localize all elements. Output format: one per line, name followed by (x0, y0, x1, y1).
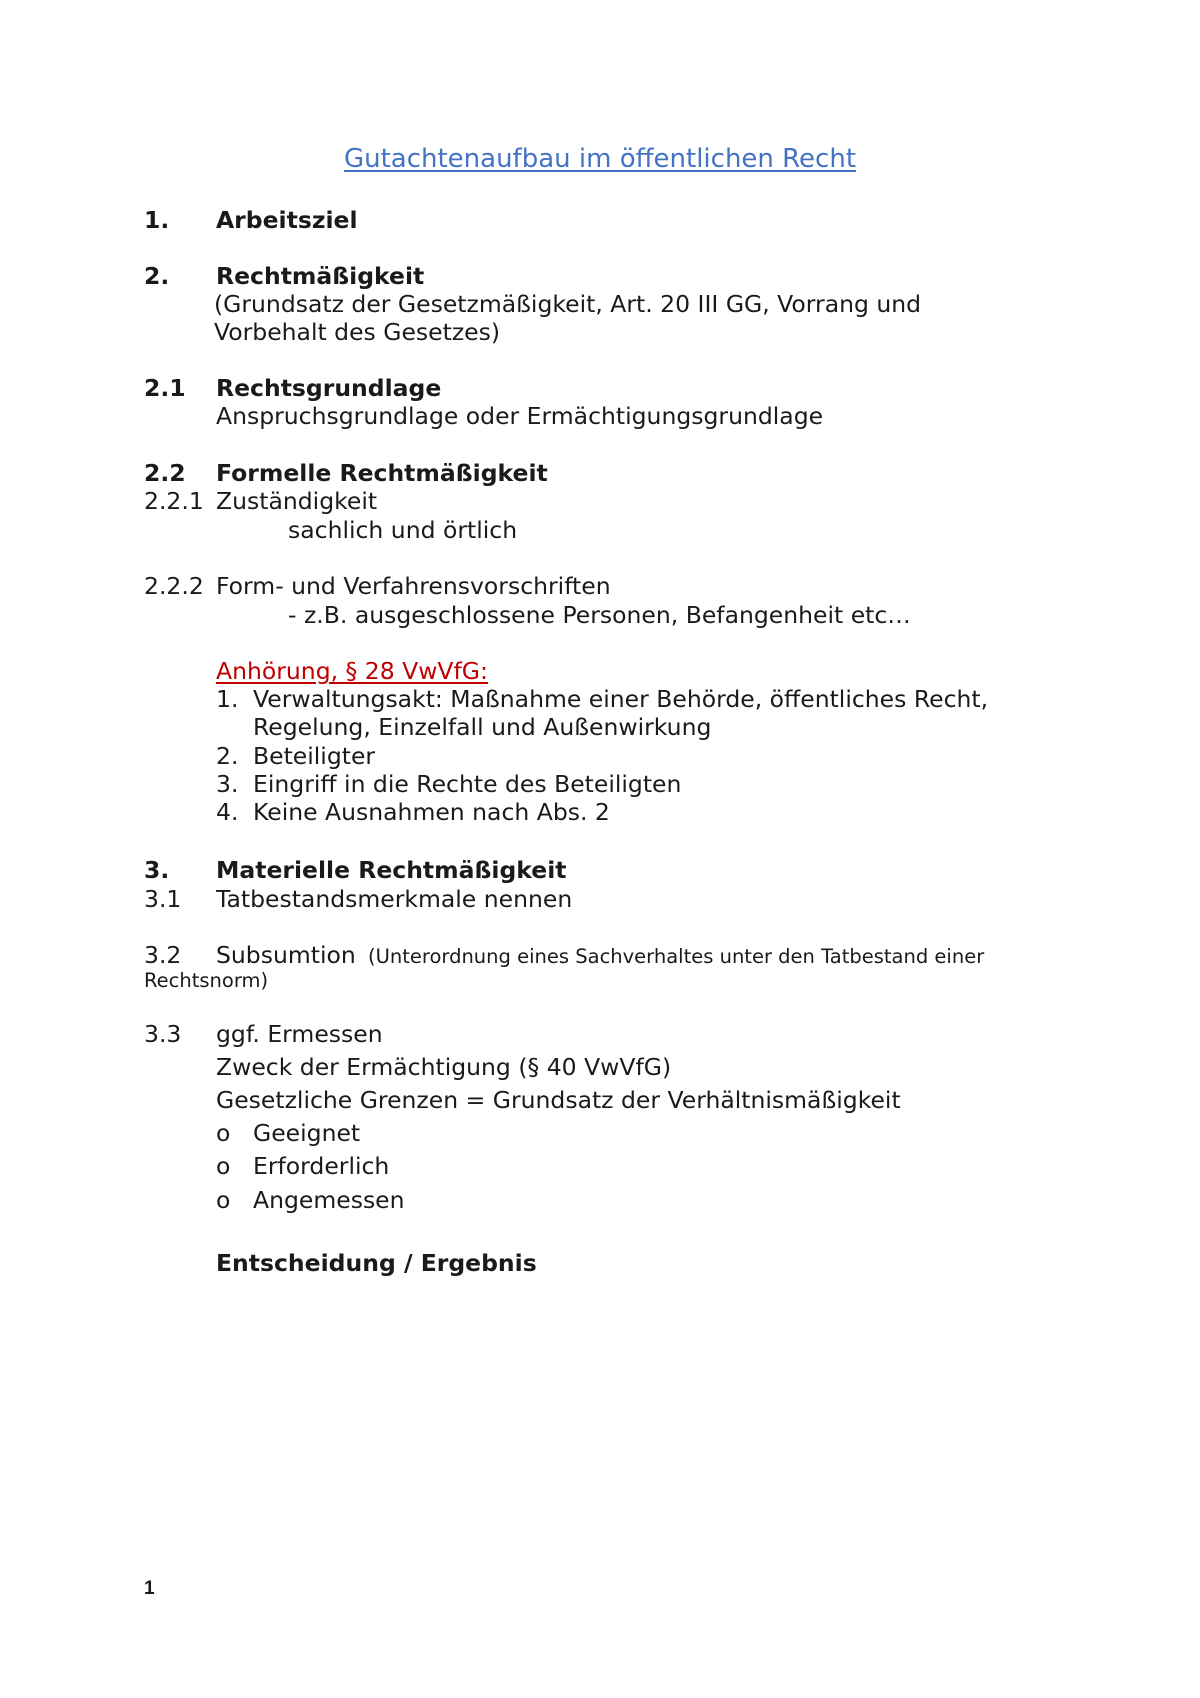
section-number: 2.2.1 (144, 487, 204, 515)
section-note: (Unterordnung eines Sachverhaltes unter den Tatbestand einer (368, 945, 985, 968)
section-heading: Form- und Verfahrensvorschriften (216, 572, 611, 600)
section-heading: Tatbestandsmerkmale nennen (216, 885, 573, 913)
list-item-number: 3. (216, 770, 239, 798)
section-text: Gesetzliche Grenzen = Grundsatz der Verhältnismäßigkeit (216, 1086, 901, 1114)
list-item: Regelung, Einzelfall und Außenwirkung (253, 713, 712, 741)
section-number: 2.2 (144, 459, 186, 487)
section-heading: Materielle Rechtmäßigkeit (216, 856, 567, 884)
document-title: Gutachtenaufbau im öffentlichen Recht (343, 144, 857, 174)
bullet-item: Geeignet (253, 1119, 361, 1147)
anhoerung-heading: Anhörung, § 28 VwVfG: (216, 657, 488, 685)
section-number: 3.3 (144, 1020, 182, 1048)
section-note: Rechtsnorm) (144, 969, 269, 992)
section-heading: ggf. Ermessen (216, 1020, 383, 1048)
bullet-icon: o (216, 1186, 231, 1214)
result-heading: Entscheidung / Ergebnis (216, 1249, 537, 1277)
list-item-number: 1. (216, 685, 239, 713)
list-item-number: 4. (216, 798, 239, 826)
section-heading: Rechtmäßigkeit (216, 262, 425, 290)
section-heading: Rechtsgrundlage (216, 374, 442, 402)
section-text: Zweck der Ermächtigung (§ 40 VwVfG) (216, 1053, 672, 1081)
section-text: - z.B. ausgeschlossene Personen, Befangenheit etc… (288, 601, 911, 629)
section-number: 3.2 (144, 941, 182, 969)
bullet-icon: o (216, 1152, 231, 1180)
section-text: Anspruchsgrundlage oder Ermächtigungsgrundlage (216, 402, 824, 430)
section-heading: Subsumtion (216, 941, 356, 969)
section-number: 3.1 (144, 885, 182, 913)
bullet-item: Erforderlich (253, 1152, 390, 1180)
section-heading: Zuständigkeit (216, 487, 378, 515)
section-number: 2.1 (144, 374, 186, 402)
bullet-icon: o (216, 1119, 231, 1147)
section-heading: Arbeitsziel (216, 206, 358, 234)
section-text: Vorbehalt des Gesetzes) (214, 318, 501, 346)
section-text: (Grundsatz der Gesetzmäßigkeit, Art. 20 III GG, Vorrang und (214, 290, 922, 318)
list-item: Keine Ausnahmen nach Abs. 2 (253, 798, 610, 826)
bullet-item: Angemessen (253, 1186, 405, 1214)
list-item: Eingriff in die Rechte des Beteiligten (253, 770, 682, 798)
section-number: 2.2.2 (144, 572, 204, 600)
list-item: Beteiligter (253, 742, 376, 770)
page-number: 1 (144, 1578, 155, 1599)
section-number: 3. (144, 856, 170, 884)
list-item-number: 2. (216, 742, 239, 770)
section-heading: Formelle Rechtmäßigkeit (216, 459, 548, 487)
section-number: 1. (144, 206, 170, 234)
section-text: sachlich und örtlich (288, 516, 518, 544)
list-item: Verwaltungsakt: Maßnahme einer Behörde, öffentliches Recht, (253, 685, 989, 713)
section-number: 2. (144, 262, 170, 290)
